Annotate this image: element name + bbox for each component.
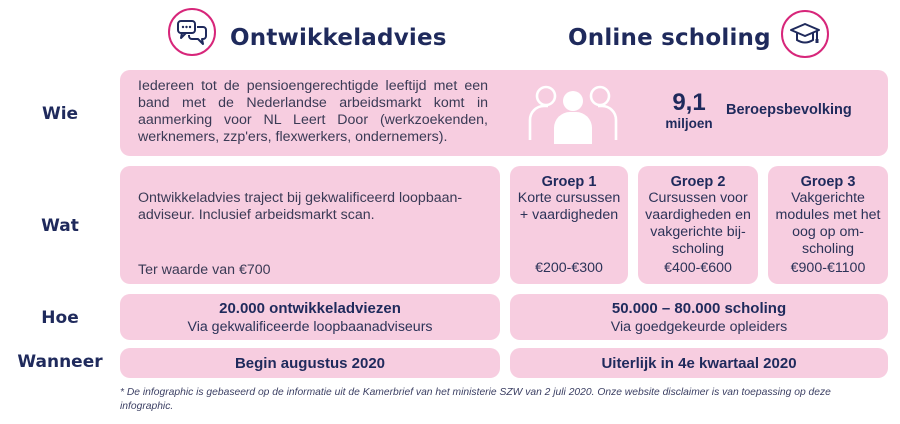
group-card-2 (638, 166, 758, 284)
hoe-left-sub: Via gekwalificeerde loopbaanadviseurs (187, 318, 433, 335)
group-3-price: €900-€1100 (790, 260, 866, 276)
group-card-3 (768, 166, 888, 284)
wanneer-right-card (510, 348, 888, 378)
group-1-title: Groep 1 (541, 174, 597, 190)
wanneer-left-card (120, 348, 500, 378)
group-2-desc: Cursussen voor vaardigheden en vakgerichte bij-scholing (645, 190, 751, 257)
group-card-1 (510, 166, 628, 284)
advies-description: Ontwikkeladvies traject bij gekwalificeerd loopbaan-adviseur. Inclusief arbeidsmarkt scan. (138, 190, 463, 223)
stat-label: Beroepsbevolking (726, 102, 852, 118)
group-3-title: Groep 3 (800, 174, 856, 190)
stat-unit: miljoen (665, 116, 713, 131)
online-scholing-title: Online scholing (568, 25, 771, 51)
row-label-hoe: Hoe (41, 308, 79, 328)
wanneer-right-text: Uiterlijk in 4e kwartaal 2020 (601, 354, 797, 372)
chat-bubbles-icon (168, 8, 216, 56)
hoe-left-bold: 20.000 ontwikkeladviezen (219, 299, 401, 317)
stat-value: 9,1 (672, 89, 706, 116)
hoe-right-bold: 50.000 – 80.000 scholing (611, 299, 787, 317)
graduation-cap-icon (781, 10, 829, 58)
wie-card (120, 70, 888, 156)
stat-block (658, 90, 720, 132)
wie-description: Iedereen tot de pensioengerechtigde leeftijd met een band met de Nederlandse arbeidsmarkt komt in aanmerking voor NL Leert Door (werkzoekenden, werknemers, zzp'ers, flexwerkers, ondernemers). (138, 78, 488, 145)
group-1-desc: Korte cursussen + vaardigheden (517, 190, 621, 223)
group-2-price: €400-€600 (664, 260, 732, 276)
row-label-wie: Wie (41, 104, 79, 124)
hoe-right-sub: Via goedgekeurde opleiders (610, 318, 788, 335)
wanneer-left-text: Begin augustus 2020 (234, 354, 386, 372)
group-3-desc: Vakgerichte modules met het oog op om-scholing (775, 190, 881, 257)
wat-advies-card (120, 166, 500, 284)
people-group-icon (518, 82, 628, 148)
advies-value: Ter waarde van €700 (138, 262, 271, 278)
footnote: * De infographic is gebaseerd op de informatie uit de Kamerbrief van het ministerie SZW van 2 juli 2020. Onze website disclaimer is van toepassing op deze infographic. (120, 387, 831, 412)
ontwikkeladvies-title: Ontwikkeladvies (230, 25, 447, 51)
row-label-wanneer: Wanneer (17, 352, 103, 372)
hoe-right-card (510, 294, 888, 340)
row-label-wat: Wat (41, 216, 79, 236)
group-2-title: Groep 2 (670, 174, 726, 190)
group-1-price: €200-€300 (535, 260, 603, 276)
hoe-left-card (120, 294, 500, 340)
